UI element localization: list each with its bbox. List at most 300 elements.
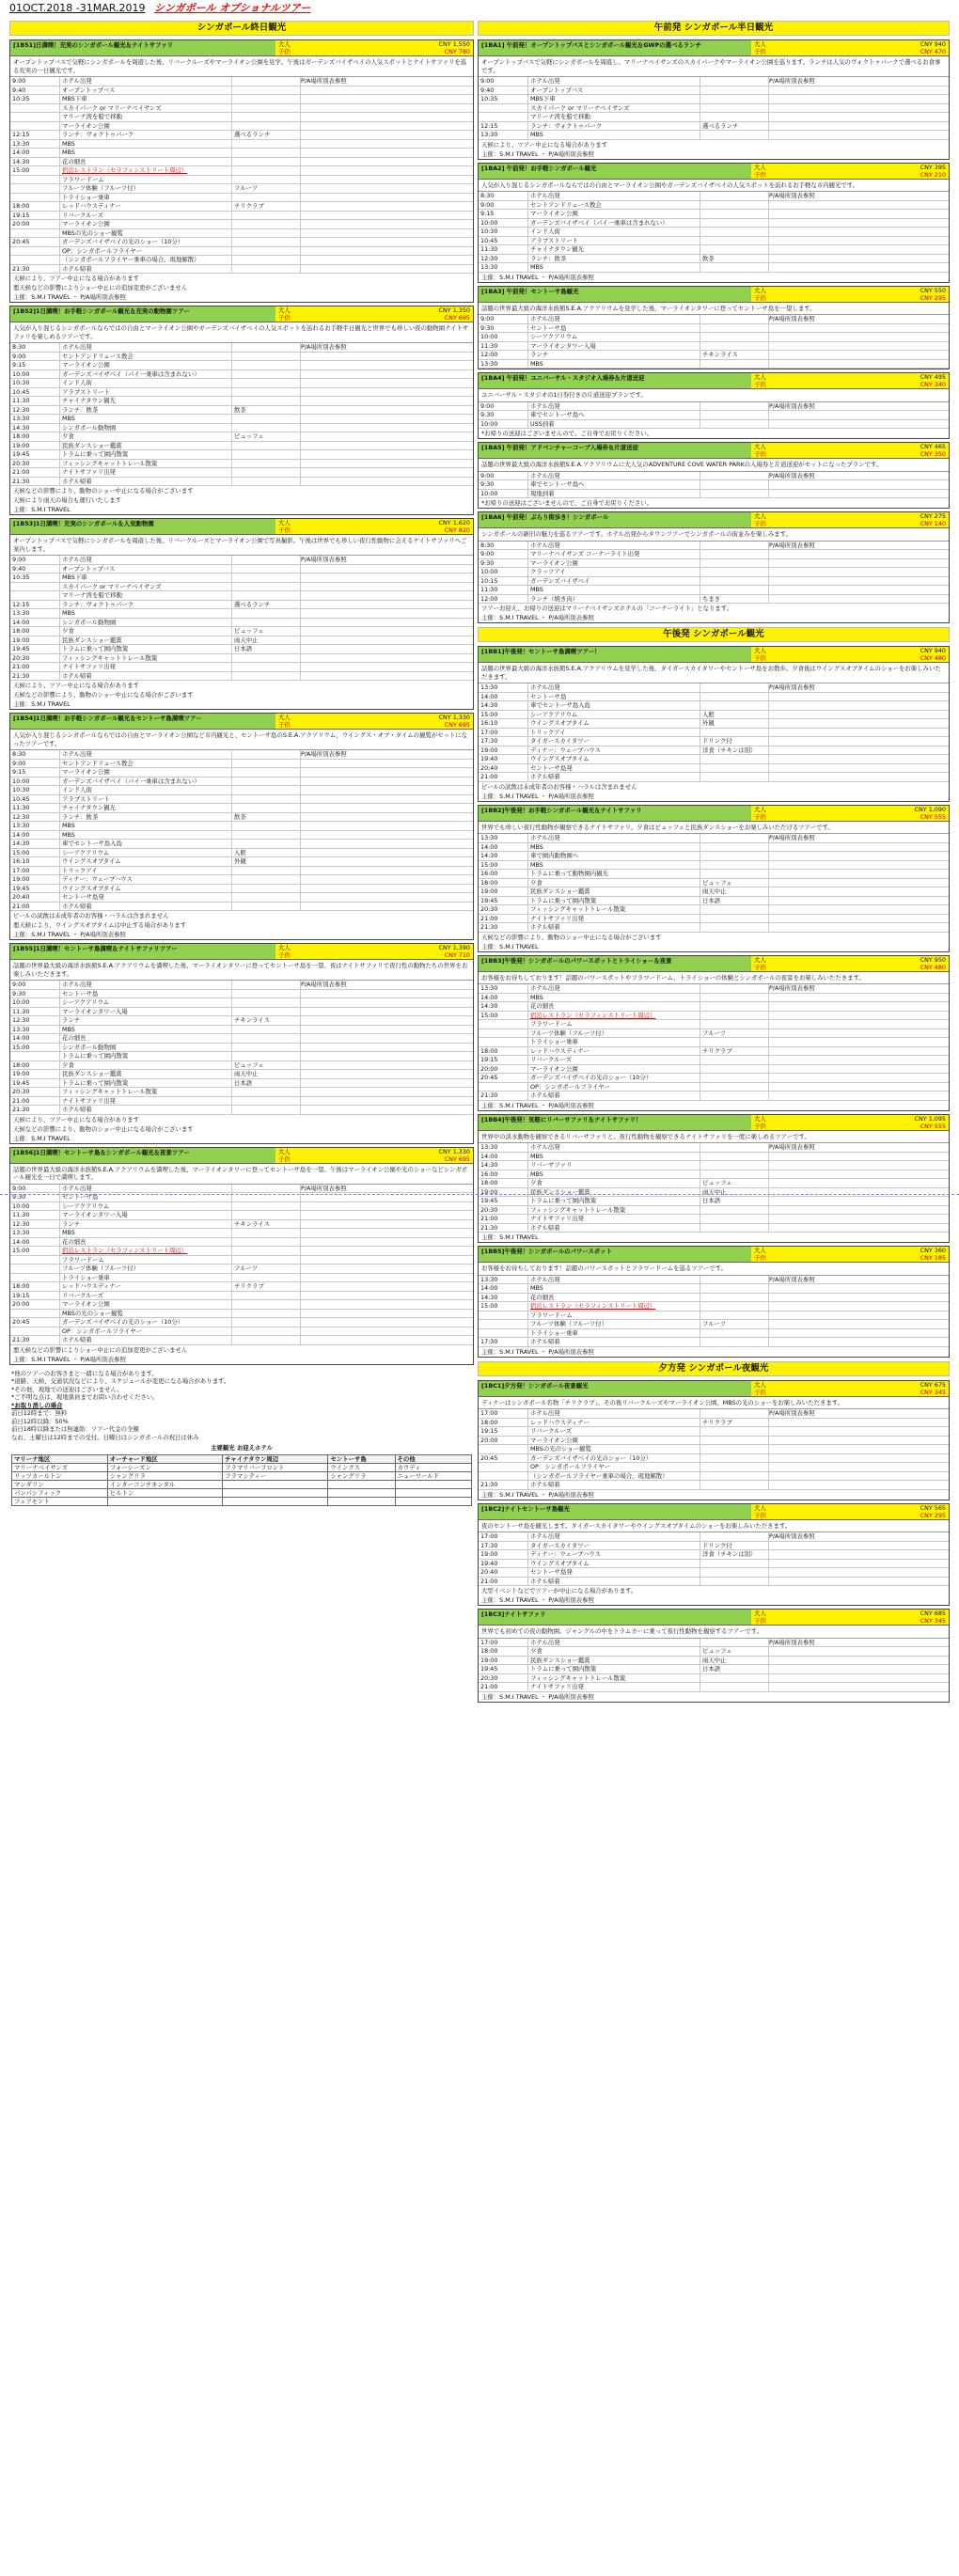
schedule-extra [768, 1153, 949, 1161]
schedule-row [10, 166, 473, 176]
area-cell: フラマシティー [223, 1471, 328, 1480]
adult-price-row [751, 647, 949, 654]
schedule-row [479, 1029, 949, 1039]
tour-header [479, 1115, 949, 1131]
schedule-extra [768, 131, 949, 139]
schedule-time: 21:30 [12, 1336, 30, 1343]
adult-price: CNY 1,620 [438, 519, 470, 526]
schedule-row [479, 360, 949, 369]
schedule-extra [300, 104, 473, 113]
schedule-time: 9:15 [480, 210, 495, 217]
child-price-row [275, 48, 473, 55]
schedule-activity: 夕食 [527, 1179, 700, 1187]
schedule-time: 20:30 [12, 459, 30, 467]
child-label: 子供 [754, 48, 766, 55]
schedule-meal: ビュッフェ [231, 432, 300, 441]
schedule-row [479, 1568, 949, 1578]
schedule-extra: P/A場所別表参照 [768, 1143, 949, 1152]
schedule-row [479, 1445, 949, 1454]
schedule-meal: チキンライス [231, 1016, 300, 1025]
schedule-row [10, 849, 473, 858]
schedule-row [479, 559, 949, 569]
schedule-row [10, 1026, 473, 1035]
area-body [12, 1463, 472, 1505]
schedule-meal [700, 1170, 768, 1179]
adult-price: CNY 1,550 [438, 40, 470, 48]
schedule-extra [300, 1061, 473, 1070]
tour-name: [1BB1]午後発！セントーサ島満喫ツアー！ [481, 648, 601, 655]
schedule-meal: 日本語 [231, 1079, 300, 1088]
schedule-time: 12:15 [480, 121, 498, 130]
schedule-time: 9:40 [480, 86, 495, 94]
schedule-time: 15:00 [480, 1302, 498, 1310]
price-box [751, 1381, 949, 1396]
area-cell: シャングリラ [328, 1471, 395, 1480]
schedule-extra [768, 1302, 949, 1311]
schedule-extra [768, 201, 949, 210]
schedule-row [10, 388, 473, 398]
price-box [275, 1148, 473, 1163]
schedule-meal [700, 95, 768, 103]
schedule-extra [768, 104, 949, 113]
schedule-extra [768, 1542, 949, 1550]
child-label: 子供 [278, 1154, 291, 1163]
schedule-meal: 雨天中止 [700, 1188, 768, 1197]
area-header: チャイナタウン周辺 [223, 1454, 328, 1463]
schedule-extra [300, 654, 473, 663]
schedule-time: 19:15 [12, 211, 30, 219]
schedule-activity: ホテル出発 [59, 556, 231, 564]
schedule-activity: インド人街 [527, 228, 700, 236]
schedule-meal [231, 1300, 300, 1309]
schedule-row [10, 379, 473, 388]
schedule-activity: マーライオン公園 [527, 210, 700, 218]
schedule-time: 19:15 [480, 1427, 498, 1435]
schedule-activity: 宿泊レストラン（セラフィンストリート周辺） [59, 166, 231, 175]
schedule-activity: シーアクアリウム [527, 711, 700, 719]
tour-block [478, 646, 950, 802]
schedule-row [10, 432, 473, 442]
tour-name: [1BB4]午後発！気軽にリバーサファリ＆ナイトサファリ！ [481, 1115, 642, 1123]
tour-block [478, 1246, 950, 1358]
schedule-time [10, 113, 59, 121]
left-tour-list [9, 39, 474, 1365]
schedule-row [479, 1481, 949, 1490]
schedule-activity: ホテル帰着 [527, 1092, 700, 1100]
schedule-row [10, 353, 473, 362]
schedule-time [10, 229, 59, 238]
schedule-row [10, 478, 473, 487]
schedule-extra: P/A場所別表参照 [768, 315, 949, 323]
schedule-extra [300, 212, 473, 220]
child-price-row [751, 381, 949, 388]
schedule-time: 18:00 [480, 1046, 498, 1055]
schedule-activity: トラムに乗って園内散策 [527, 1665, 700, 1673]
schedule-row [479, 1409, 949, 1419]
schedule-meal [231, 415, 300, 423]
schedule-time [479, 1472, 527, 1481]
schedule-row [479, 905, 949, 915]
schedule-meal [231, 256, 300, 264]
tour-header [479, 287, 949, 303]
schedule-extra [768, 1568, 949, 1577]
schedule-meal [700, 228, 768, 236]
schedule-row [10, 601, 473, 610]
adult-label: 大人 [278, 1147, 291, 1155]
schedule-activity: USS到着 [527, 420, 700, 429]
schedule-meal: 洋食（チキンは別） [700, 1550, 768, 1559]
schedule-activity: MBS [527, 994, 700, 1002]
schedule-time: 12:00 [480, 594, 498, 603]
adult-label: 大人 [278, 944, 291, 951]
schedule-extra [300, 1097, 473, 1106]
adult-price-row [751, 443, 949, 450]
schedule-time: 21:30 [12, 477, 30, 485]
schedule-extra [300, 370, 473, 379]
schedule-row [479, 1329, 949, 1339]
schedule-time: 10:30 [12, 379, 30, 386]
schedule-activity: 車で園内動物園へ [527, 852, 700, 860]
schedule-row [10, 804, 473, 813]
schedule-row [479, 1463, 949, 1472]
adult-price-row [275, 714, 473, 721]
schedule-time: 20:30 [12, 653, 30, 662]
area-cell: フラマリバーフロント [223, 1463, 328, 1471]
tour-header [10, 714, 473, 730]
schedule-activity: フラワードーム [59, 1256, 231, 1264]
tour-header [479, 1247, 949, 1263]
tour-note: 主催：S.M.I TRAVEL [13, 700, 71, 708]
schedule-meal [231, 903, 300, 911]
area-cell [395, 1488, 471, 1497]
adult-price: CNY 1,095 [914, 1114, 946, 1123]
schedule-meal [700, 1294, 768, 1302]
schedule-row [479, 122, 949, 132]
schedule-row [10, 998, 473, 1008]
schedule-activity: トラムに乗って園内散策 [527, 1197, 700, 1205]
tour-note: 主催：S.M.I TRAVEL ・ P/A場所別表参照 [481, 1490, 594, 1499]
schedule-row [10, 1327, 473, 1337]
tour-block [478, 286, 950, 370]
area-row [12, 1488, 472, 1497]
child-price: CNY 185 [920, 1254, 946, 1262]
schedule-meal [700, 1639, 768, 1647]
cancel-line: 前日18時以降または無連絡：ツアー代金の全額 [11, 1425, 139, 1433]
schedule-time: 13:30 [480, 984, 498, 992]
schedule-meal: 選べるランチ [231, 131, 300, 139]
schedule-meal [231, 1106, 300, 1114]
schedule-time: 17:30 [480, 1338, 498, 1345]
schedule-meal [231, 768, 300, 777]
adult-price-row [275, 1148, 473, 1155]
schedule-time: 17:00 [480, 1409, 498, 1417]
tour-block [478, 1609, 950, 1703]
schedule-activity: ナイトサファリ出発 [527, 915, 700, 923]
schedule-activity: ホテル帰着 [527, 1224, 700, 1233]
tour-name: [1BC1]夕方発！シンガポール夜景観光 [481, 1381, 589, 1390]
tour-note: 天候などの影響により、動物のショー中止になる場合がございます [13, 1124, 194, 1133]
schedule-extra [300, 768, 473, 777]
area-cell [395, 1480, 471, 1488]
schedule-meal [231, 565, 300, 573]
schedule-time [10, 194, 59, 202]
schedule-time: 13:30 [480, 683, 498, 691]
schedule-activity: セントーサ島発 [59, 893, 231, 902]
schedule-row [479, 1302, 949, 1312]
schedule-row [10, 1238, 473, 1248]
schedule-extra: P/A場所別表参照 [300, 981, 473, 989]
schedule-activity: ホテル帰着 [527, 923, 700, 932]
schedule-row [10, 86, 473, 96]
schedule-extra: P/A場所別表参照 [300, 343, 473, 352]
section-title-full-day: シンガポール終日観光 [9, 21, 474, 36]
schedule-row [10, 627, 473, 636]
schedule-time: 9:00 [480, 401, 495, 410]
schedule-activity: MBS [527, 1153, 700, 1161]
schedule-activity: （シンガポールフライヤー乗車の場合、現地解散） [59, 256, 231, 264]
child-label: 子供 [278, 721, 291, 729]
schedule-time: 13:30 [12, 1025, 30, 1033]
schedule-extra [300, 1070, 473, 1078]
schedule-time [479, 1083, 527, 1092]
schedule-row [10, 1044, 473, 1053]
area-cell: パンパシフィック [12, 1488, 108, 1497]
schedule-row [479, 1092, 949, 1101]
schedule-extra [300, 822, 473, 830]
schedule-meal [700, 1056, 768, 1064]
schedule-extra [768, 1065, 949, 1074]
schedule-extra [300, 388, 473, 397]
schedule-extra [768, 1657, 949, 1665]
schedule-time: 19:15 [480, 1056, 498, 1063]
adult-label: 大人 [754, 1610, 766, 1617]
area-cell: リッツカールトン [12, 1471, 108, 1480]
schedule-extra [768, 1294, 949, 1302]
schedule-extra [300, 760, 473, 768]
schedule-extra [768, 1427, 949, 1436]
schedule-time: 14:00 [480, 1152, 498, 1160]
schedule-activity: 民族ダンスショー鑑賞 [59, 1070, 231, 1078]
schedule-time: 21:00 [480, 1215, 498, 1222]
child-label: 子供 [754, 293, 766, 302]
schedule-activity: マーライオン公園 [59, 220, 231, 228]
left-column [9, 17, 474, 1508]
schedule-row [10, 149, 473, 158]
price-box [751, 956, 949, 971]
schedule-activity: ディナー：ウェーブハウス [527, 746, 700, 755]
schedule-time: 14:00 [480, 1284, 498, 1292]
schedule-extra [768, 1161, 949, 1170]
adult-price: CNY 950 [920, 955, 946, 964]
schedule-activity: トライショー乗車 [59, 194, 231, 202]
schedule-activity: ホテル出発 [527, 1143, 700, 1152]
schedule-row [479, 480, 949, 490]
schedule-extra [300, 636, 473, 645]
tour-note: 大型イベントなどでツアーが中止になる場合があります。 [481, 1587, 637, 1594]
schedule-meal [700, 86, 768, 95]
schedule-time: 12:30 [12, 1016, 30, 1024]
schedule-activity: ナイトサファリ出発 [59, 1097, 231, 1106]
schedule-activity: ホテル出発 [527, 984, 700, 993]
adult-price-row [751, 1504, 949, 1512]
schedule-row [10, 1070, 473, 1079]
schedule-extra [768, 1419, 949, 1427]
schedule-meal [231, 795, 300, 804]
schedule-time: 14:00 [12, 830, 30, 839]
schedule-meal [231, 760, 300, 768]
schedule-meal [700, 1302, 768, 1311]
schedule-row [10, 778, 473, 787]
schedule-activity: フィッシングキャットトレール散策 [527, 905, 700, 914]
schedule-meal [700, 210, 768, 218]
schedule-extra [768, 1083, 949, 1092]
schedule-activity: レッドハウスディナー [527, 1419, 700, 1427]
adult-price-row [275, 519, 473, 526]
schedule-meal [231, 1097, 300, 1106]
schedule-activity: シンガポール動物園 [59, 619, 231, 627]
child-price-row [751, 48, 949, 55]
schedule-meal: ちまき [700, 595, 768, 604]
child-price: CNY 695 [444, 314, 470, 322]
schedule-row [479, 915, 949, 924]
schedule-meal [700, 1206, 768, 1215]
schedule-activity: 花の細長 [59, 158, 231, 166]
schedule-meal [700, 113, 768, 121]
tour-header [10, 40, 473, 56]
schedule-extra [300, 1300, 473, 1309]
schedule-meal [231, 786, 300, 794]
schedule-meal [231, 1274, 300, 1282]
schedule-extra [300, 1247, 473, 1255]
schedule-activity: ディナー：ウェーブハウス [527, 1550, 700, 1559]
schedule-time: 11:30 [12, 1211, 30, 1218]
schedule-extra [300, 113, 473, 121]
schedule-activity: 花の細長 [59, 1238, 231, 1247]
schedule-meal [231, 1052, 300, 1060]
schedule-time: 20:40 [480, 763, 498, 772]
schedule-activity: マーライオンタワー入場 [59, 1008, 231, 1016]
schedule-meal: 飲茶 [700, 255, 768, 263]
schedule-extra [768, 923, 949, 932]
schedule-time [479, 1445, 527, 1453]
area-cell: マリーナベイサンズ [12, 1463, 108, 1471]
schedule-time: 14:30 [12, 423, 30, 432]
schedule-time: 9:30 [480, 558, 495, 567]
schedule-meal [231, 149, 300, 157]
schedule-activity: フラワードーム [527, 1020, 700, 1029]
schedule-time: 12:15 [12, 600, 30, 608]
schedule-row [10, 573, 473, 583]
schedule-extra [768, 1550, 949, 1559]
schedule-meal [231, 77, 300, 86]
schedule-time: 19:45 [480, 896, 498, 904]
schedule-activity: インド人街 [59, 379, 231, 387]
schedule-extra [768, 1092, 949, 1100]
schedule-row [10, 247, 473, 257]
schedule-meal: 選べるランチ [700, 122, 768, 131]
schedule-time: 12:15 [12, 131, 30, 138]
schedule-meal [700, 994, 768, 1002]
child-label: 子供 [278, 526, 291, 534]
schedule-activity: セントアンドリュース教会 [527, 201, 700, 210]
schedule-activity: レッドハウスディナー [59, 202, 231, 211]
schedule-time: 10:00 [12, 998, 30, 1006]
schedule-time: 10:30 [480, 228, 498, 235]
schedule-extra [768, 1047, 949, 1056]
schedule-activity: MBS [527, 586, 700, 594]
schedule-extra [300, 831, 473, 840]
schedule-meal: チリクラブ [700, 1047, 768, 1056]
schedule-activity: 現地到着 [527, 490, 700, 498]
schedule-extra [300, 149, 473, 157]
schedule-row [479, 701, 949, 711]
schedule-row [479, 984, 949, 994]
tour-name: [1B55]1日満喫！セントーサ島満喫＆ナイトサファリツアー [13, 945, 178, 952]
schedule-extra [768, 843, 949, 852]
schedule-extra [768, 1665, 949, 1673]
schedule-extra [768, 595, 949, 604]
schedule-extra [768, 86, 949, 95]
adult-price: CNY 940 [920, 40, 946, 48]
schedule-meal [231, 478, 300, 486]
tour-header [10, 1148, 473, 1164]
child-price-row [751, 964, 949, 971]
schedule-row [10, 1247, 473, 1256]
schedule-extra [300, 1220, 473, 1229]
schedule-row [10, 672, 473, 682]
tour-note: 主催：S.M.I TRAVEL ・ P/A場所別表参照 [481, 1692, 594, 1701]
schedule-meal [700, 360, 768, 369]
schedule-time: 12:30 [12, 405, 30, 414]
schedule-row [10, 1256, 473, 1265]
child-label: 子供 [754, 381, 766, 388]
schedule-activity: 車でセントーサ島へ [527, 480, 700, 489]
schedule-extra [300, 813, 473, 822]
schedule-extra [768, 755, 949, 763]
tour-note: ツアーお迎え、お帰りの送迎はマリーナベイサンズホテルの「コーナーライト」となります。 [481, 605, 733, 612]
schedule-row [10, 840, 473, 849]
schedule-time: 12:30 [12, 812, 30, 821]
child-price: CNY 820 [444, 526, 470, 534]
schedule-meal [700, 333, 768, 341]
schedule-time [10, 122, 59, 131]
schedule-row [479, 1065, 949, 1075]
schedule-extra [768, 324, 949, 333]
schedule-meal [700, 1038, 768, 1046]
schedule-meal [231, 229, 300, 238]
schedule-row [479, 1532, 949, 1542]
schedule-meal [231, 95, 300, 103]
schedule-activity: トリックアイ [527, 729, 700, 737]
schedule-meal [231, 343, 300, 352]
schedule-activity: OP：シンガポールフライヤー [527, 1083, 700, 1092]
schedule-time: 19:15 [12, 1291, 30, 1299]
schedule-row [479, 1179, 949, 1188]
schedule-extra [768, 1170, 949, 1179]
schedule-activity: 車でセントーサ島入島 [527, 701, 700, 710]
child-label: 子供 [278, 314, 291, 322]
schedule-extra [768, 1674, 949, 1683]
schedule-row [479, 1338, 949, 1347]
adult-price: CNY 675 [920, 1380, 946, 1389]
schedule-extra [300, 786, 473, 794]
schedule-row [10, 343, 473, 353]
schedule-time: 14:00 [480, 842, 498, 851]
schedule-meal [231, 804, 300, 812]
schedule-time: 14:30 [480, 701, 498, 709]
tour-description: オープントップバスで気軽にシンガポールを周遊した後、リバークルーズとマーライオン公園で写真撮影。午後は世界でも珍しい夜行性動物に会えるナイトサファリへご案内します。 [10, 535, 473, 556]
schedule-time: 19:45 [12, 884, 30, 892]
